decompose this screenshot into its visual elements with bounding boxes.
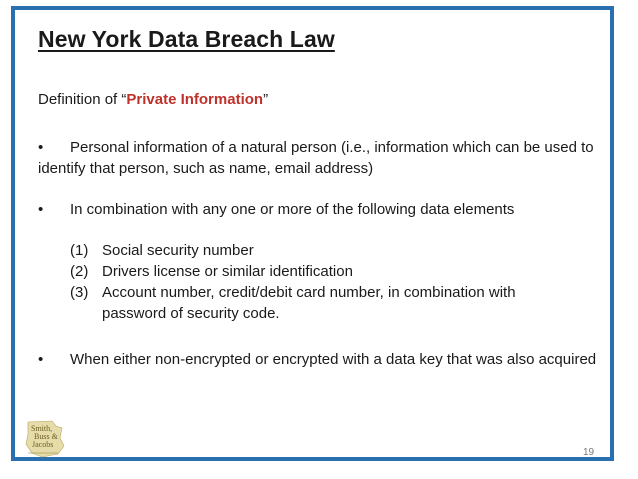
slide-border — [11, 6, 614, 461]
list-text: Social security number — [102, 242, 254, 259]
bullet-item — [38, 349, 598, 370]
list-item — [70, 282, 572, 324]
logo-line-1: Smith, — [31, 424, 53, 433]
definition-highlight: Private Information — [126, 91, 264, 108]
bullet-marker: • — [38, 351, 44, 368]
bullet-marker: • — [38, 139, 44, 156]
company-logo — [22, 420, 66, 458]
list-number: (1) — [70, 242, 89, 259]
list-number: (3) — [70, 284, 89, 301]
list-item — [70, 240, 572, 261]
definition-line — [38, 89, 268, 110]
numbered-list — [70, 240, 572, 324]
page-number: 19 — [583, 447, 595, 458]
bullet-item — [38, 199, 598, 220]
list-number: (2) — [70, 263, 89, 280]
bullet-text: When either non-encrypted or encrypted with a data key that was also acquired — [70, 351, 597, 368]
definition-prefix: Definition of “ — [38, 91, 127, 108]
logo-line-2: Buss & — [34, 432, 58, 441]
bullet-text: Personal information of a natural person (i.e., information which can be used to identify that person, such as name, email address) — [38, 139, 594, 177]
bullet-item — [38, 137, 598, 179]
bullet-text: In combination with any one or more of the following data elements — [70, 201, 515, 218]
logo-line-3: Jacobs — [32, 440, 54, 449]
list-item — [70, 261, 572, 282]
list-text: Drivers license or similar identification — [102, 263, 353, 280]
list-text: Account number, credit/debit card number, in combination with password of security code. — [102, 284, 516, 322]
slide-title: New York Data Breach Law — [38, 26, 335, 52]
definition-suffix: ” — [263, 91, 269, 108]
bullet-marker: • — [38, 201, 44, 218]
